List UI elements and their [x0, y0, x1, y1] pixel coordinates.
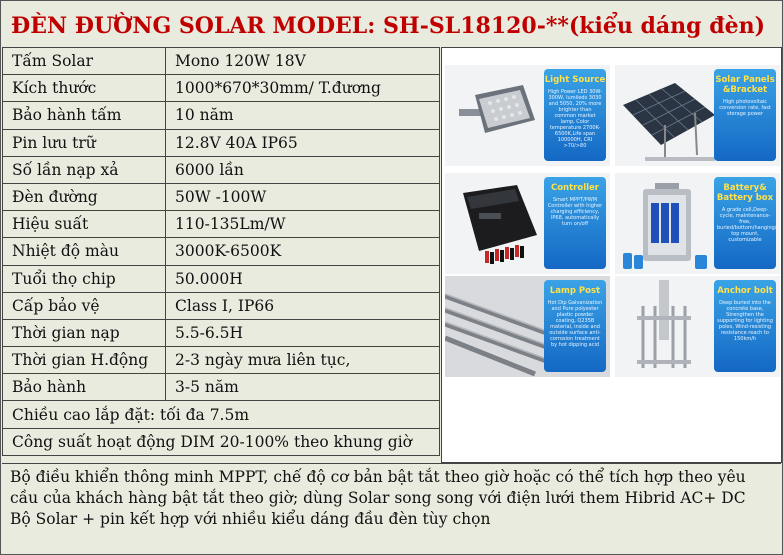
spec-dimming: Công suất hoạt động DIM 20-100% theo khung giờ	[3, 428, 440, 455]
spec-value: 3-5 năm	[166, 374, 440, 401]
feature-description: High Power LED 30W-300W, lumileds 3030 and 5050, 20% more brighter than common market lamp, Color temperature 2700K-6500K,Life span 100000H, CRI >70/>80	[547, 89, 603, 149]
spec-row	[3, 211, 440, 238]
spec-table	[2, 47, 440, 456]
spec-label: Tấm Solar	[3, 48, 166, 75]
spec-label: Nhiệt độ màu	[3, 238, 166, 265]
spec-label: Đèn đường	[3, 183, 166, 210]
gallery-tile-battery	[615, 173, 780, 274]
spec-label: Thời gian H.động	[3, 347, 166, 374]
spec-value: 3000K-6500K	[166, 238, 440, 265]
spec-label: Pin lưu trữ	[3, 129, 166, 156]
feature-panel	[714, 280, 776, 372]
spec-row-full	[3, 401, 440, 428]
spec-value: 5.5-6.5H	[166, 319, 440, 346]
spec-label: Cấp bảo vệ	[3, 292, 166, 319]
spec-row	[3, 102, 440, 129]
spec-row	[3, 347, 440, 374]
spec-label: Thời gian nạp	[3, 319, 166, 346]
spec-row	[3, 238, 440, 265]
spec-label: Tuổi thọ chip	[3, 265, 166, 292]
feature-description: Hot Dip Galvanization and Pure polyester plastic powder coating, Q235B material, inside and outside surface anti-corrosion treatment by hot dipping acid	[547, 300, 603, 348]
spec-label: Kích thước	[3, 75, 166, 102]
spec-row	[3, 156, 440, 183]
feature-panel	[714, 69, 776, 161]
spec-value: 110-135Lm/W	[166, 211, 440, 238]
gallery-tile-solar-panels	[615, 65, 780, 166]
feature-heading: Battery& Battery box	[716, 183, 774, 203]
spec-label: Bảo hành	[3, 374, 166, 401]
spec-row	[3, 374, 440, 401]
feature-panel	[714, 177, 776, 269]
spec-label: Bảo hành tấm	[3, 102, 166, 129]
spec-label: Hiệu suất	[3, 211, 166, 238]
feature-panel	[544, 69, 606, 161]
feature-heading: Controller	[550, 183, 599, 193]
spec-row	[3, 183, 440, 210]
spec-value: 1000*670*30mm/ T.đương	[166, 75, 440, 102]
page-title: ĐÈN ĐƯỜNG SOLAR MODEL: SH-SL18120-**(kiểu dáng đèn)	[11, 13, 766, 39]
spec-row	[3, 319, 440, 346]
gallery-tile-lamp-post	[445, 276, 610, 377]
gallery-tile-light-source	[445, 65, 610, 166]
feature-heading: Lamp Post	[549, 286, 601, 296]
spec-row	[3, 265, 440, 292]
spec-value: 50W -100W	[166, 183, 440, 210]
feature-heading: Light Source	[544, 75, 606, 85]
spec-row	[3, 292, 440, 319]
spec-value: 2-3 ngày mưa liên tục,	[166, 347, 440, 374]
spec-install-height: Chiều cao lắp đặt: tối đa 7.5m	[3, 401, 440, 428]
gallery-tile-anchor-bolt	[615, 276, 780, 377]
spec-row	[3, 48, 440, 75]
spec-row	[3, 75, 440, 102]
note-controller: Bộ điều khiển thông minh MPPT, chế độ cơ bản bật tắt theo giờ hoặc có thể tích hợp theo yêu cầu của khách hàng bật tắt theo giờ; dùng Solar song song với điện lưới them Hibrid AC+ DC	[10, 468, 746, 507]
spec-value: Class I, IP66	[166, 292, 440, 319]
component-gallery	[441, 47, 782, 463]
spec-value: 10 năm	[166, 102, 440, 129]
feature-panel	[544, 280, 606, 372]
feature-description: Smart MPPT/PWM Controller with higher charging efficiency, IP68, automatically turn on/off	[547, 197, 603, 227]
feature-description: Deep buried into the concrete base, Strengthen the supporting for lighting poles, Wind-resisting resistance reach to 150km/h	[717, 300, 773, 342]
feature-description: A grade cell,Deep-cycle, maintenance-free, buried/bottom/hanging/ top mount, customizable	[717, 207, 777, 243]
spec-value: 50.000H	[166, 265, 440, 292]
gallery-tile-controller	[445, 173, 610, 274]
notes-section	[2, 463, 781, 553]
note-combination: Bộ Solar + pin kết hợp với nhiều kiểu dáng đầu đèn tùy chọn	[10, 510, 491, 528]
spec-row	[3, 129, 440, 156]
spec-value: 12.8V 40A IP65	[166, 129, 440, 156]
feature-heading: Anchor bolt	[717, 286, 773, 296]
spec-value: 6000 lần	[166, 156, 440, 183]
spec-value: Mono 120W 18V	[166, 48, 440, 75]
spec-row-full	[3, 428, 440, 455]
spec-label: Số lần nạp xả	[3, 156, 166, 183]
feature-description: High photovoltaic conversion rate, fast storage power	[719, 99, 771, 117]
feature-panel	[544, 177, 606, 269]
feature-heading: Solar Panels &Bracket	[715, 75, 775, 95]
